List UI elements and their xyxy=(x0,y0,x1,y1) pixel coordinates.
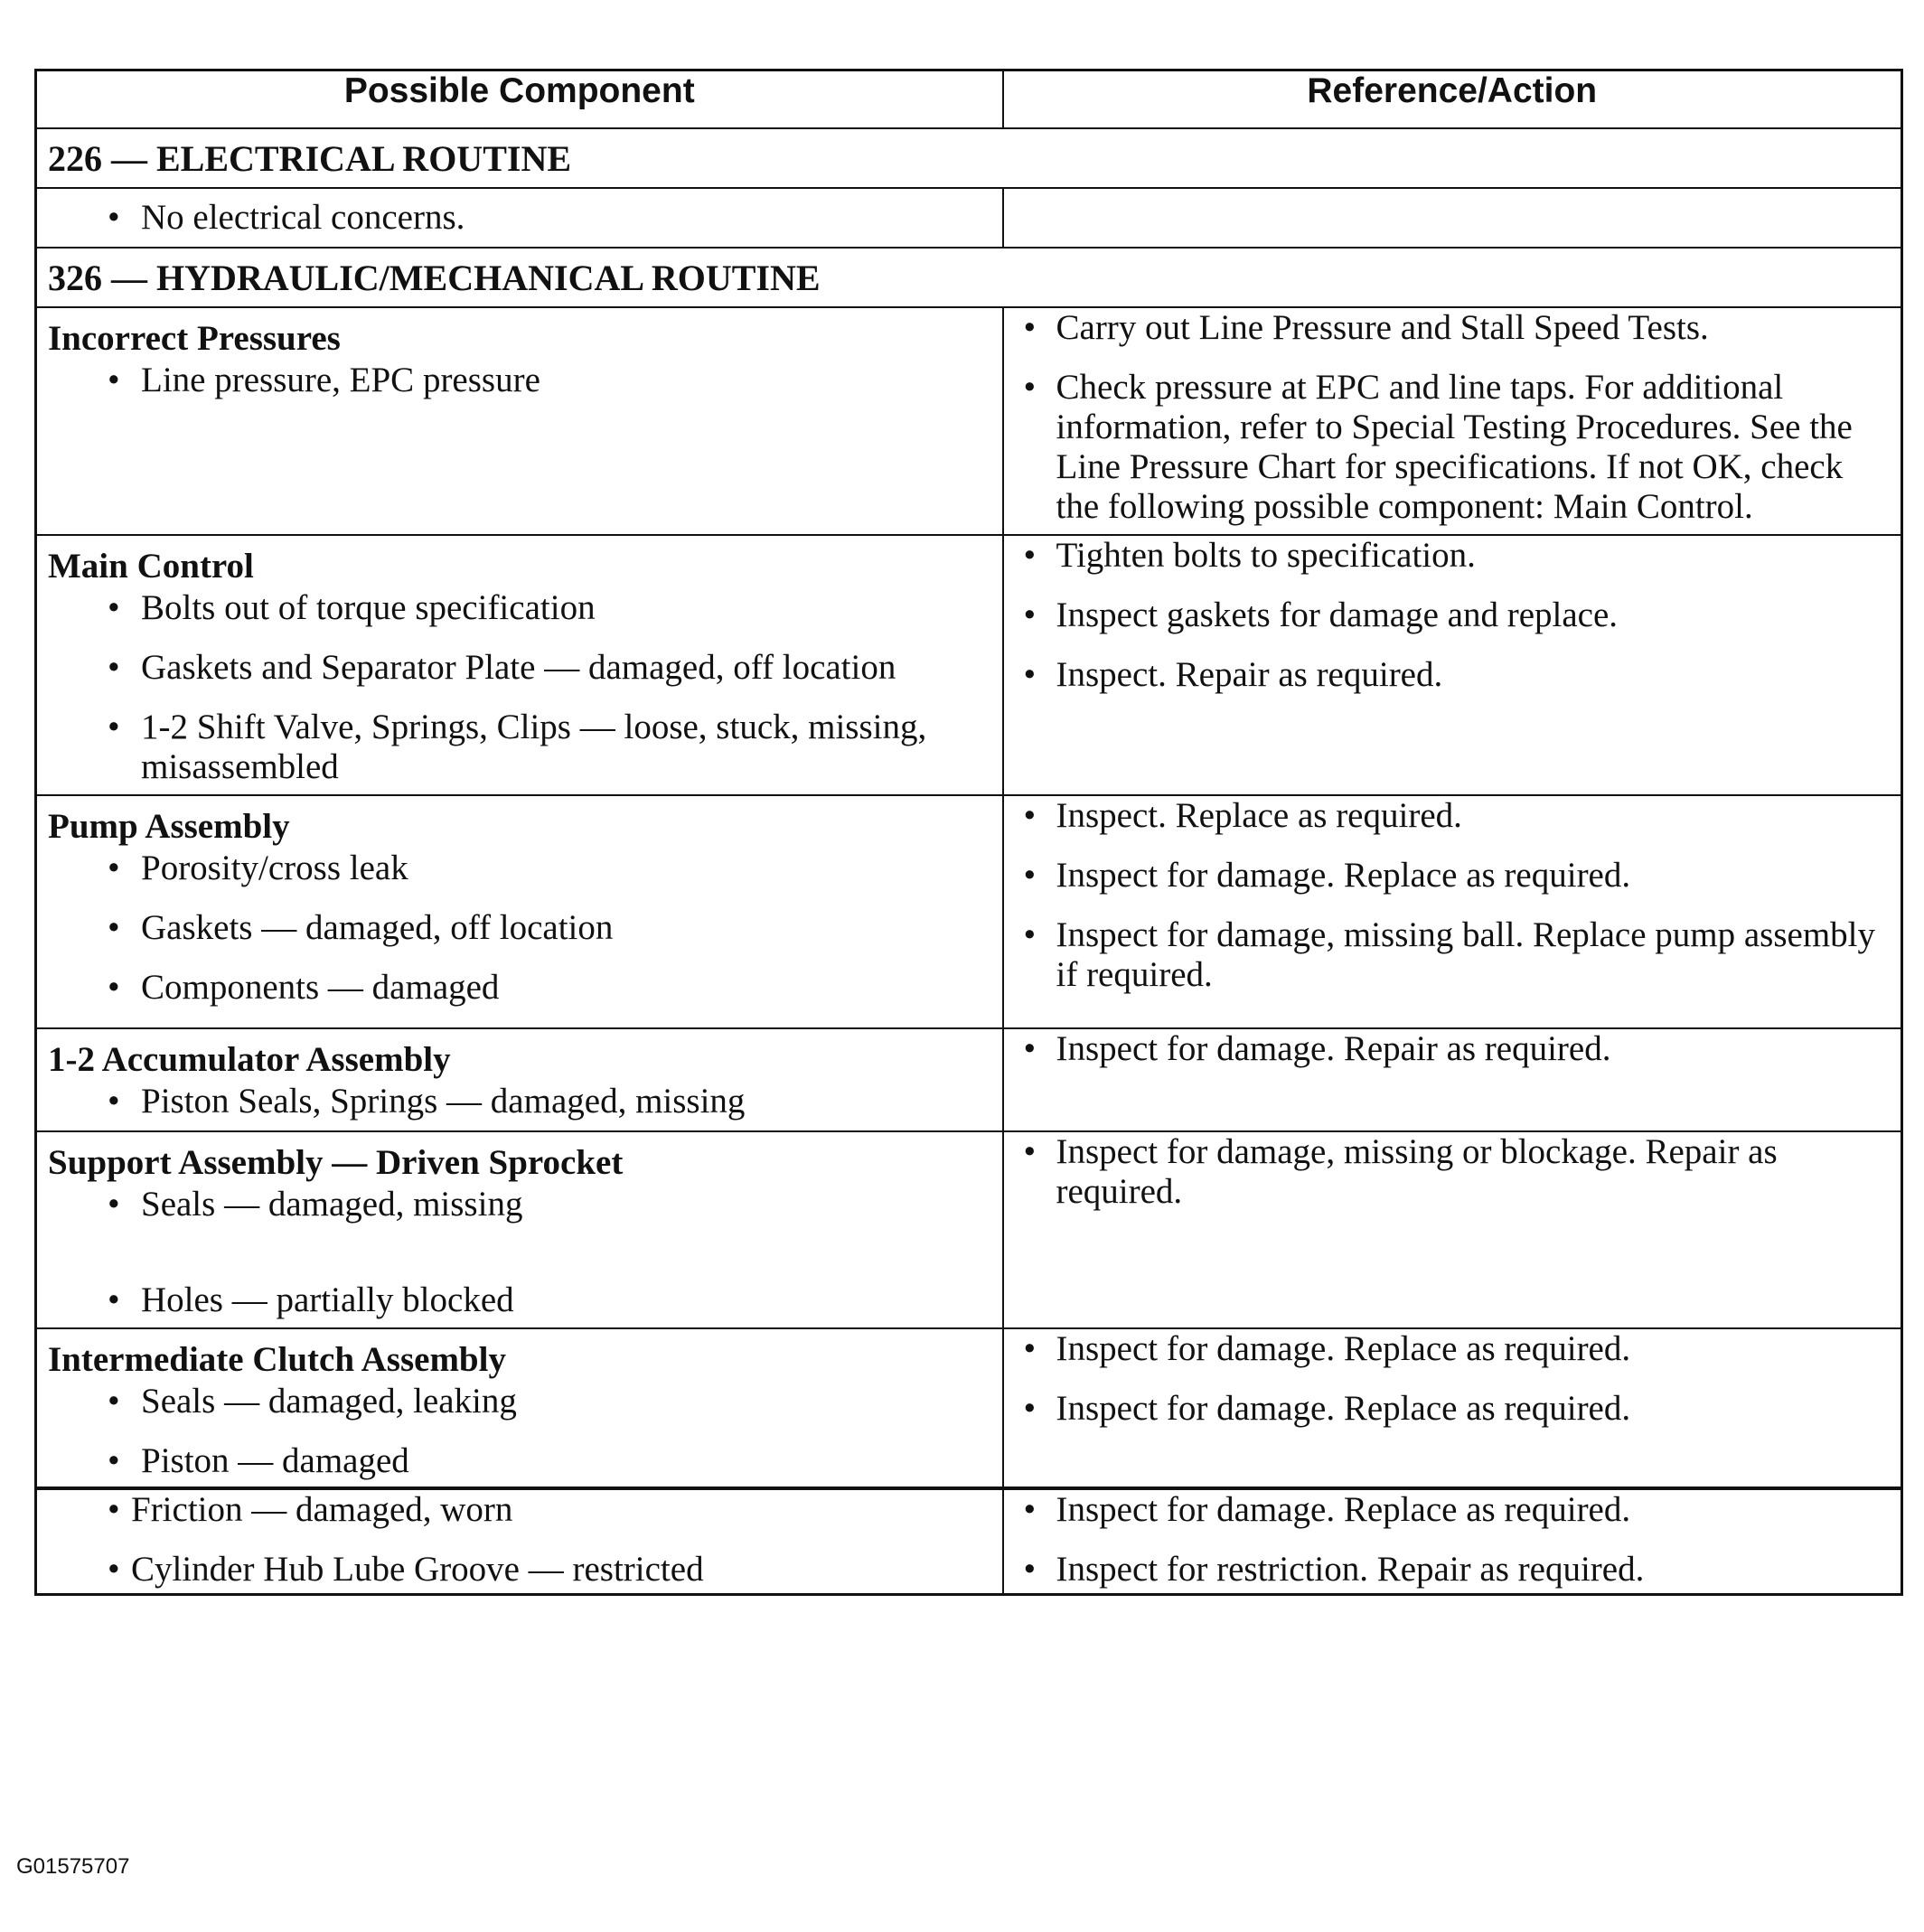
section-title: 326 — HYDRAULIC/MECHANICAL ROUTINE xyxy=(36,248,1902,307)
component-item: • Line pressure, EPC pressure xyxy=(37,361,1002,400)
component-item: • Bolts out of torque specification xyxy=(37,588,1002,628)
component-item: • Porosity/cross leak xyxy=(37,849,1002,888)
component-item: • Holes — partially blocked xyxy=(37,1280,1002,1320)
component-cell xyxy=(36,1488,1003,1595)
action-cell xyxy=(1003,188,1902,248)
action-cell xyxy=(1003,795,1902,1028)
action-item: • Inspect. Replace as required. xyxy=(1004,796,1901,836)
action-item: • Inspect for restriction. Repair as required. xyxy=(1004,1550,1901,1590)
action-item: • Tighten bolts to specification. xyxy=(1004,536,1901,576)
action-item: • Carry out Line Pressure and Stall Speed Tests. xyxy=(1004,308,1901,348)
component-cell xyxy=(36,188,1003,248)
component-cell xyxy=(36,1131,1003,1328)
component-list xyxy=(37,1382,1002,1481)
action-item: • Inspect for damage, missing ball. Replace pump assembly if required. xyxy=(1004,915,1901,995)
action-list xyxy=(1004,308,1901,527)
action-item: • Inspect for damage. Replace as required. xyxy=(1004,1490,1901,1530)
action-item: • Inspect for damage. Replace as required. xyxy=(1004,856,1901,896)
component-item: • Seals — damaged, leaking xyxy=(37,1382,1002,1421)
action-item: • Inspect gaskets for damage and replace. xyxy=(1004,596,1901,635)
component-cell xyxy=(36,307,1003,535)
group-title: Main Control xyxy=(48,547,254,586)
component-cell xyxy=(36,1328,1003,1488)
component-list xyxy=(37,198,1002,238)
component-item: • Gaskets — damaged, off location xyxy=(37,908,1002,948)
component-list xyxy=(37,1185,1002,1320)
component-cell xyxy=(36,535,1003,795)
action-list xyxy=(1004,1029,1901,1069)
table-row xyxy=(36,795,1902,1028)
component-item: • Friction — damaged, worn xyxy=(37,1490,1002,1530)
group-title: Intermediate Clutch Assembly xyxy=(48,1340,506,1379)
component-item: • No electrical concerns. xyxy=(37,198,1002,238)
component-cell xyxy=(36,795,1003,1028)
table-row xyxy=(36,1028,1902,1131)
component-item: • Cylinder Hub Lube Groove — restricted xyxy=(37,1550,1002,1590)
action-cell xyxy=(1003,1028,1902,1131)
table-row xyxy=(36,535,1902,795)
section-row xyxy=(36,128,1902,188)
component-item: • 1-2 Shift Valve, Springs, Clips — loose, stuck, missing, misassembled xyxy=(37,708,1002,787)
action-item: • Inspect for damage. Replace as required. xyxy=(1004,1329,1901,1369)
component-item: • Seals — damaged, missing xyxy=(37,1185,1002,1224)
component-cell xyxy=(36,1028,1003,1131)
table-row xyxy=(36,188,1902,248)
component-list xyxy=(37,1490,1002,1590)
action-list xyxy=(1004,1329,1901,1429)
table-row xyxy=(36,1131,1902,1328)
action-cell xyxy=(1003,535,1902,795)
component-list xyxy=(37,1082,1002,1121)
group-title: Incorrect Pressures xyxy=(48,319,341,358)
group-title: Support Assembly — Driven Sprocket xyxy=(48,1143,624,1182)
diagnosis-table-container xyxy=(34,69,1901,1596)
action-item: • Inspect for damage. Replace as required. xyxy=(1004,1389,1901,1429)
action-cell xyxy=(1003,1488,1902,1595)
table-row xyxy=(36,307,1902,535)
group-title: Pump Assembly xyxy=(48,807,290,846)
figure-id: G01575707 xyxy=(16,1854,130,1879)
action-item: • Inspect. Repair as required. xyxy=(1004,655,1901,695)
group-title: 1-2 Accumulator Assembly xyxy=(48,1040,451,1079)
column-header-action: Reference/Action xyxy=(1003,70,1902,129)
table-row xyxy=(36,1488,1902,1595)
component-item: • Piston Seals, Springs — damaged, missing xyxy=(37,1082,1002,1121)
component-item: • Components — damaged xyxy=(37,968,1002,1008)
action-item: • Inspect for damage, missing or blockage. Repair as required. xyxy=(1004,1132,1901,1212)
header-row xyxy=(36,70,1902,129)
action-item: • Check pressure at EPC and line taps. For additional information, refer to Special Testing Procedures. See the Line Pressure Chart for specifications. If not OK, check the following possible component: Main Control. xyxy=(1004,368,1901,527)
action-cell xyxy=(1003,307,1902,535)
diagnosis-table xyxy=(34,69,1903,1596)
component-item: • Piston — damaged xyxy=(37,1441,1002,1481)
action-cell xyxy=(1003,1131,1902,1328)
component-list xyxy=(37,849,1002,1008)
action-list xyxy=(1004,1490,1901,1590)
action-cell xyxy=(1003,1328,1902,1488)
column-header-component: Possible Component xyxy=(36,70,1003,129)
action-item: • Inspect for damage. Repair as required. xyxy=(1004,1029,1901,1069)
action-list xyxy=(1004,796,1901,995)
action-list xyxy=(1004,1132,1901,1212)
section-row xyxy=(36,248,1902,307)
table-row xyxy=(36,1328,1902,1488)
component-list xyxy=(37,361,1002,400)
action-list xyxy=(1004,536,1901,695)
component-item: • Gaskets and Separator Plate — damaged, off location xyxy=(37,648,1002,688)
section-title: 226 — ELECTRICAL ROUTINE xyxy=(36,128,1902,188)
component-list xyxy=(37,588,1002,787)
